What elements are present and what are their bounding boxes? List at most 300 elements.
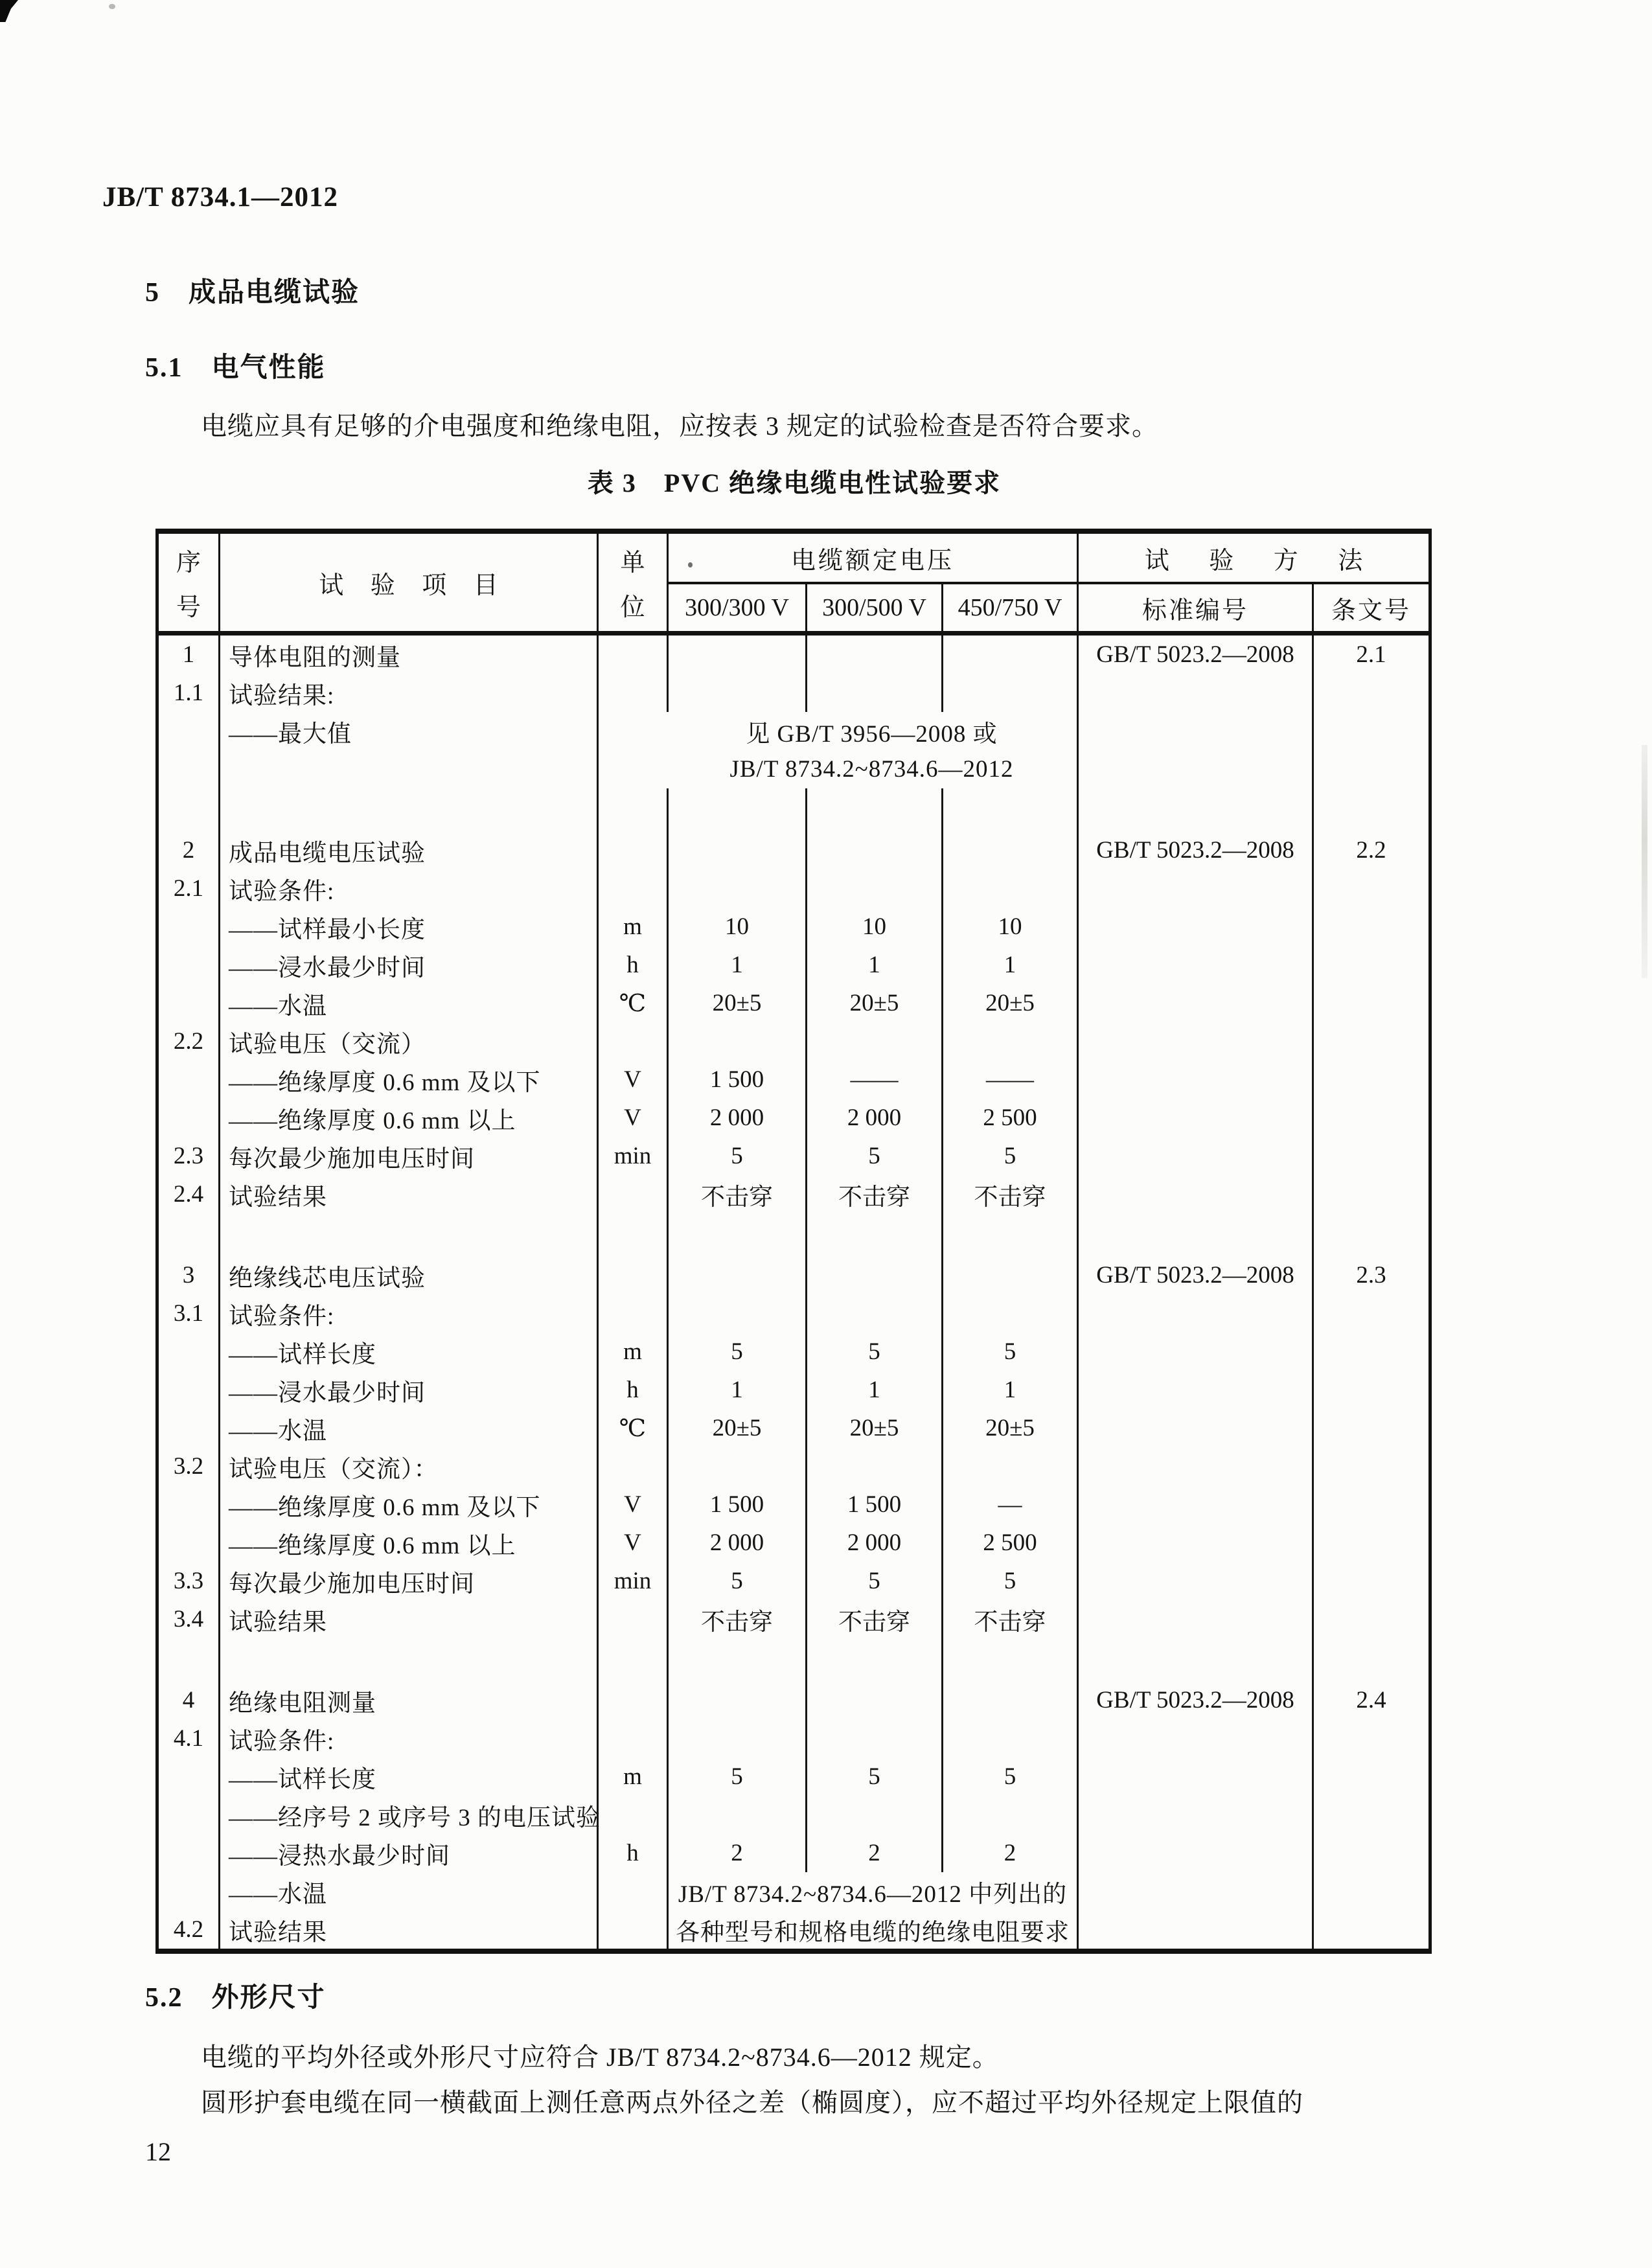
cell-seq: 3.3 [173, 1568, 204, 1594]
cell-unit: min [597, 1137, 667, 1175]
cell-test-item: ——试样长度 [218, 1758, 597, 1796]
cell-unit: ℃ [597, 1409, 667, 1447]
cell-value-300-500 [805, 1256, 941, 1294]
cell-test-item: ——绝缘厚度 0.6 mm 以上 [218, 1524, 597, 1562]
cell-value-450-750: 5 [941, 1137, 1077, 1175]
cell-unit: m [597, 1758, 667, 1796]
cell-test-item: 试验条件: [218, 1719, 597, 1758]
cell-standard-number [1077, 946, 1312, 984]
cell-value-450-750: 2 [941, 1834, 1077, 1872]
cell-value-450-750: 2 500 [941, 1099, 1077, 1137]
cell-test-item: 试验结果 [218, 1175, 597, 1213]
table-row [159, 1294, 1428, 1333]
cell-test-item: ——绝缘厚度 0.6 mm 以上 [218, 1099, 597, 1137]
cell-value-300-500: 1 [805, 1371, 941, 1409]
cell-test-item: 试验结果 [218, 1600, 597, 1638]
table-row [159, 1872, 1428, 1910]
cell-standard-number [1077, 869, 1312, 908]
cell-standard-number [1077, 1213, 1312, 1256]
cell-seq [159, 1060, 218, 1099]
cell-value-300-300: 1 500 [667, 1485, 805, 1524]
cell-test-item: ——浸热水最少时间 [218, 1834, 597, 1872]
cell-seq [159, 1638, 218, 1681]
cell-seq [159, 1834, 218, 1872]
cell-value-450-750 [941, 1638, 1077, 1681]
table-row [159, 1638, 1428, 1681]
cell-value-450-750 [941, 1447, 1077, 1485]
cell-clause-number [1312, 712, 1428, 750]
cell-value-450-750: 5 [941, 1562, 1077, 1600]
cell-unit [597, 869, 667, 908]
cell-value-300-300: 2 000 [667, 1099, 805, 1137]
cell-seq: 4 [182, 1687, 195, 1713]
cell-test-item: ——水温 [218, 984, 597, 1022]
header-test-method-group: 试 验 方 法 [1077, 534, 1428, 584]
cell-value-450-750 [941, 1681, 1077, 1719]
table-row [159, 1796, 1428, 1834]
table-row [159, 1333, 1428, 1371]
cell-standard-number [1077, 1409, 1312, 1447]
cell-standard-number [1077, 1600, 1312, 1638]
cell-value-300-500 [805, 788, 941, 831]
cell-clause-number: 2.1 [1312, 636, 1428, 674]
cell-test-item: ——水温 [218, 1409, 597, 1447]
cell-unit: m [597, 908, 667, 946]
scan-artifact-corner [0, 0, 18, 22]
cell-test-item: 试验条件: [218, 869, 597, 908]
cell-test-item: 试验电压（交流）： [218, 1447, 597, 1485]
table-row [159, 1681, 1428, 1719]
cell-seq: 2.2 [173, 1028, 204, 1055]
cell-standard-number: GB/T 5023.2—2008 [1077, 636, 1312, 674]
table-row [159, 1562, 1428, 1600]
cell-seq: 2.1 [173, 875, 204, 902]
cell-seq [159, 1485, 218, 1524]
cell-value-450-750 [941, 1022, 1077, 1060]
table-row [159, 984, 1428, 1022]
cell-seq: 3.1 [173, 1300, 204, 1327]
table-title: 表 3 PVC 绝缘电缆电性试验要求 [587, 468, 1002, 498]
cell-standard-number [1077, 1371, 1312, 1409]
cell-test-item: 每次最少施加电压时间 [218, 1137, 597, 1175]
cell-seq [159, 1213, 218, 1256]
cell-standard-number [1077, 1294, 1312, 1333]
cell-seq: 2 [182, 837, 195, 864]
table-row [159, 1447, 1428, 1485]
cell-clause-number [1312, 1524, 1428, 1562]
section-5-1-paragraph: 电缆应具有足够的介电强度和绝缘电阻，应按表 3 规定的试验检查是否符合要求。 [201, 411, 1158, 441]
cell-clause-number [1312, 869, 1428, 908]
cell-value-300-500 [805, 831, 941, 869]
cell-clause-number [1312, 1910, 1428, 1949]
header-clause-number: 条文号 [1312, 584, 1428, 631]
cell-clause-number [1312, 788, 1428, 831]
table-row [159, 1758, 1428, 1796]
cell-spanning-value: JB/T 8734.2~8734.6—2012 中列出的 [667, 1872, 1077, 1910]
cell-value-300-500 [805, 1022, 941, 1060]
cell-clause-number [1312, 674, 1428, 712]
cell-value-450-750: 不击穿 [941, 1600, 1077, 1638]
cell-value-300-300 [667, 1213, 805, 1256]
cell-standard-number [1077, 1524, 1312, 1562]
cell-seq: 2.3 [173, 1143, 204, 1169]
cell-value-300-500 [805, 1638, 941, 1681]
cell-standard-number [1077, 908, 1312, 946]
cell-clause-number [1312, 1333, 1428, 1371]
cell-value-300-300: 10 [667, 908, 805, 946]
cell-clause-number [1312, 1137, 1428, 1175]
cell-unit [597, 636, 667, 674]
cell-value-300-300 [667, 1294, 805, 1333]
cell-standard-number [1077, 674, 1312, 712]
cell-seq: 4.2 [173, 1916, 204, 1943]
header-unit-top: 单 [620, 549, 645, 577]
cell-clause-number [1312, 1175, 1428, 1213]
cell-test-item: ——浸水最少时间 [218, 946, 597, 984]
cell-standard-number [1077, 1834, 1312, 1872]
cell-seq [159, 1872, 218, 1910]
cell-clause-number [1312, 1371, 1428, 1409]
header-unit-bottom: 位 [620, 594, 645, 621]
cell-value-450-750: —— [941, 1060, 1077, 1099]
cell-value-300-500: 20±5 [805, 984, 941, 1022]
header-seq-column [159, 534, 218, 631]
cell-unit [597, 750, 667, 788]
cell-spanning-value: JB/T 8734.2~8734.6—2012 [729, 756, 1014, 783]
cell-test-item: ——浸水最少时间 [218, 1371, 597, 1409]
cell-clause-number [1312, 1872, 1428, 1910]
cell-value-450-750: 不击穿 [941, 1175, 1077, 1213]
cell-unit: V [597, 1060, 667, 1099]
cell-value-450-750 [941, 1256, 1077, 1294]
cell-value-300-500 [805, 1796, 941, 1834]
cell-value-300-300: 5 [667, 1137, 805, 1175]
cell-value-300-300 [667, 869, 805, 908]
cell-test-item [218, 788, 597, 831]
cell-value-300-300: 不击穿 [667, 1175, 805, 1213]
cell-unit [597, 1638, 667, 1681]
cell-value-300-500: 5 [805, 1758, 941, 1796]
cell-clause-number: 2.2 [1312, 831, 1428, 869]
table-row [159, 750, 1428, 788]
cell-standard-number [1077, 1060, 1312, 1099]
cell-unit: V [597, 1524, 667, 1562]
cell-unit: V [597, 1485, 667, 1524]
cell-unit: ℃ [597, 984, 667, 1022]
cell-standard-number: GB/T 5023.2—2008 [1077, 1256, 1312, 1294]
cell-value-300-300 [667, 674, 805, 712]
cell-value-450-750: 5 [941, 1758, 1077, 1796]
cell-clause-number [1312, 984, 1428, 1022]
test-requirements-table [155, 529, 1432, 1954]
page-number: 12 [145, 2137, 171, 2166]
cell-value-450-750: — [941, 1485, 1077, 1524]
cell-unit: h [597, 1834, 667, 1872]
cell-value-300-500 [805, 869, 941, 908]
cell-seq: 3.4 [173, 1606, 204, 1632]
cell-value-300-300: 5 [667, 1758, 805, 1796]
cell-standard-number: GB/T 5023.2—2008 [1077, 831, 1312, 869]
cell-standard-number [1077, 1910, 1312, 1949]
cell-unit [597, 674, 667, 712]
cell-test-item: 每次最少施加电压时间 [218, 1562, 597, 1600]
table-row [159, 1175, 1428, 1213]
cell-value-300-300: 1 500 [667, 1060, 805, 1099]
cell-value-450-750: 1 [941, 946, 1077, 984]
cell-spanning-value: 各种型号和规格电缆的绝缘电阻要求 [667, 1910, 1077, 1949]
cell-unit [597, 1294, 667, 1333]
cell-standard-number [1077, 1137, 1312, 1175]
cell-value-300-500 [805, 1213, 941, 1256]
cell-standard-number [1077, 1485, 1312, 1524]
table-row [159, 908, 1428, 946]
cell-value-300-500 [805, 1447, 941, 1485]
cell-unit [597, 1600, 667, 1638]
header-voltage-300-500: 300/500 V [805, 584, 941, 631]
scan-artifact-edge [1642, 745, 1647, 978]
cell-test-item [218, 1213, 597, 1256]
cell-unit: m [597, 1333, 667, 1371]
cell-clause-number [1312, 1060, 1428, 1099]
cell-clause-number [1312, 1294, 1428, 1333]
cell-value-300-500: 1 [805, 946, 941, 984]
section-5-2-paragraph-2: 圆形护套电缆在同一横截面上测任意两点外径之差（椭圆度），应不超过平均外径规定上限值的 [201, 2088, 1303, 2117]
cell-test-item [218, 1638, 597, 1681]
header-unit-column [597, 534, 667, 631]
cell-clause-number [1312, 908, 1428, 946]
cell-value-450-750 [941, 788, 1077, 831]
cell-value-300-300: 5 [667, 1562, 805, 1600]
cell-value-300-500: 2 000 [805, 1524, 941, 1562]
header-standard-number: 标准编号 [1077, 584, 1312, 631]
cell-standard-number [1077, 1022, 1312, 1060]
header-test-item: 试 验 项 目 [218, 534, 597, 631]
cell-unit: min [597, 1562, 667, 1600]
cell-standard-number [1077, 1447, 1312, 1485]
cell-clause-number [1312, 1796, 1428, 1834]
cell-clause-number [1312, 1022, 1428, 1060]
cell-unit [597, 1681, 667, 1719]
cell-seq: 3 [182, 1262, 195, 1289]
cell-value-450-750 [941, 1213, 1077, 1256]
cell-value-450-750 [941, 1719, 1077, 1758]
cell-standard-number [1077, 1872, 1312, 1910]
section-5-2-paragraph-1: 电缆的平均外径或外形尺寸应符合 JB/T 8734.2~8734.6—2012 规定。 [201, 2043, 999, 2072]
cell-test-item: ——最大值 [218, 712, 597, 750]
cell-value-450-750 [941, 636, 1077, 674]
cell-test-item: ——水温 [218, 1872, 597, 1910]
cell-test-item: 试验结果: [218, 674, 597, 712]
cell-value-300-300 [667, 636, 805, 674]
cell-value-300-300 [667, 831, 805, 869]
cell-value-450-750: 20±5 [941, 984, 1077, 1022]
cell-value-300-300: 不击穿 [667, 1600, 805, 1638]
section-5-heading: 5 成品电缆试验 [145, 278, 360, 308]
cell-value-300-300: 1 [667, 1371, 805, 1409]
scan-artifact-speck [109, 4, 115, 9]
cell-seq [159, 1524, 218, 1562]
cell-test-item: ——试样长度 [218, 1333, 597, 1371]
cell-value-300-500 [805, 636, 941, 674]
cell-test-item: 试验结果 [218, 1910, 597, 1949]
cell-seq [159, 712, 218, 750]
cell-clause-number [1312, 1600, 1428, 1638]
cell-value-450-750: 2 500 [941, 1524, 1077, 1562]
table-row [159, 1910, 1428, 1949]
cell-value-300-500: 5 [805, 1137, 941, 1175]
table-row [159, 869, 1428, 908]
cell-clause-number [1312, 1719, 1428, 1758]
cell-standard-number [1077, 1333, 1312, 1371]
cell-test-item: 试验电压（交流） [218, 1022, 597, 1060]
cell-standard-number [1077, 1796, 1312, 1834]
cell-value-300-300: 1 [667, 946, 805, 984]
cell-clause-number [1312, 1099, 1428, 1137]
cell-test-item: ——绝缘厚度 0.6 mm 及以下 [218, 1485, 597, 1524]
cell-clause-number [1312, 1485, 1428, 1524]
cell-unit [597, 1022, 667, 1060]
cell-standard-number [1077, 1562, 1312, 1600]
cell-value-300-500 [805, 1294, 941, 1333]
cell-value-450-750: 10 [941, 908, 1077, 946]
table-row [159, 831, 1428, 869]
section-5-2-heading: 5.2 外形尺寸 [145, 1983, 326, 2013]
cell-clause-number [1312, 1213, 1428, 1256]
cell-value-450-750 [941, 674, 1077, 712]
cell-value-300-500: 20±5 [805, 1409, 941, 1447]
cell-value-300-500: 2 [805, 1834, 941, 1872]
cell-test-item: ——试样最小长度 [218, 908, 597, 946]
cell-value-300-300 [667, 1719, 805, 1758]
cell-seq [159, 1796, 218, 1834]
table-header [159, 534, 1428, 636]
table-row [159, 712, 1428, 750]
cell-clause-number: 2.4 [1312, 1681, 1428, 1719]
cell-value-300-500: 5 [805, 1333, 941, 1371]
cell-unit [597, 1719, 667, 1758]
cell-seq [159, 1409, 218, 1447]
cell-value-300-300 [667, 788, 805, 831]
cell-unit [597, 1256, 667, 1294]
table-row [159, 636, 1428, 674]
cell-unit [597, 1910, 667, 1949]
header-seq-top: 序 [176, 549, 201, 577]
cell-unit: V [597, 1099, 667, 1137]
cell-clause-number [1312, 1834, 1428, 1872]
cell-clause-number [1312, 750, 1428, 788]
table-row [159, 1099, 1428, 1137]
header-rated-voltage-group: 电缆额定电压 [667, 534, 1077, 584]
cell-value-450-750: 1 [941, 1371, 1077, 1409]
cell-standard-number [1077, 712, 1312, 750]
table-body [159, 636, 1428, 1949]
cell-seq [159, 788, 218, 831]
cell-standard-number [1077, 984, 1312, 1022]
cell-standard-number [1077, 1719, 1312, 1758]
cell-value-300-500: 不击穿 [805, 1175, 941, 1213]
cell-value-300-300 [667, 1638, 805, 1681]
document-number: JB/T 8734.1—2012 [102, 182, 339, 212]
cell-value-300-500 [805, 1719, 941, 1758]
cell-seq [159, 1333, 218, 1371]
cell-value-300-300 [667, 1796, 805, 1834]
cell-value-450-750: 5 [941, 1333, 1077, 1371]
cell-test-item: 试验条件: [218, 1294, 597, 1333]
cell-seq [159, 984, 218, 1022]
table-row [159, 1137, 1428, 1175]
table-row [159, 788, 1428, 831]
cell-value-450-750 [941, 1796, 1077, 1834]
header-voltage-300-300: 300/300 V [667, 584, 805, 631]
cell-test-item: ——经序号 2 或序号 3 的电压试验 [218, 1796, 597, 1834]
table-row [159, 1409, 1428, 1447]
cell-spanning-value: 见 GB/T 3956—2008 或 [746, 720, 998, 748]
cell-value-300-300 [667, 1681, 805, 1719]
cell-value-450-750 [941, 831, 1077, 869]
cell-standard-number [1077, 1758, 1312, 1796]
cell-test-item: 绝缘电阻测量 [218, 1681, 597, 1719]
cell-value-300-300: 2 000 [667, 1524, 805, 1562]
cell-clause-number [1312, 1409, 1428, 1447]
cell-value-300-300 [667, 1022, 805, 1060]
table-row [159, 1213, 1428, 1256]
cell-seq [159, 1371, 218, 1409]
cell-seq [159, 1099, 218, 1137]
cell-value-300-500 [805, 1681, 941, 1719]
cell-value-300-300: 5 [667, 1333, 805, 1371]
cell-seq: 3.2 [173, 1453, 204, 1480]
cell-value-300-500: 2 000 [805, 1099, 941, 1137]
table-row [159, 1256, 1428, 1294]
section-5-1-heading: 5.1 电气性能 [145, 353, 326, 383]
cell-clause-number [1312, 1758, 1428, 1796]
cell-clause-number [1312, 946, 1428, 984]
cell-value-300-300: 20±5 [667, 984, 805, 1022]
cell-unit [597, 1796, 667, 1834]
cell-value-450-750 [941, 869, 1077, 908]
table-row [159, 1060, 1428, 1099]
cell-unit [597, 831, 667, 869]
cell-standard-number [1077, 1638, 1312, 1681]
cell-standard-number [1077, 750, 1312, 788]
cell-value-300-300: 2 [667, 1834, 805, 1872]
cell-unit [597, 1872, 667, 1910]
cell-standard-number [1077, 1175, 1312, 1213]
cell-seq [159, 908, 218, 946]
cell-value-450-750 [941, 1294, 1077, 1333]
cell-seq: 1.1 [173, 680, 204, 706]
cell-value-300-500: 1 500 [805, 1485, 941, 1524]
cell-clause-number [1312, 1638, 1428, 1681]
cell-test-item: ——绝缘厚度 0.6 mm 及以下 [218, 1060, 597, 1099]
cell-seq: 4.1 [173, 1725, 204, 1752]
cell-test-item: 绝缘线芯电压试验 [218, 1256, 597, 1294]
cell-clause-number [1312, 1562, 1428, 1600]
cell-standard-number [1077, 1099, 1312, 1137]
table-row [159, 1485, 1428, 1524]
cell-clause-number: 2.3 [1312, 1256, 1428, 1294]
table-row [159, 946, 1428, 984]
cell-unit [597, 788, 667, 831]
cell-seq [159, 750, 218, 788]
cell-value-300-300 [667, 1447, 805, 1485]
cell-value-300-500 [805, 674, 941, 712]
cell-seq: 1 [182, 641, 195, 668]
cell-value-300-500: 5 [805, 1562, 941, 1600]
cell-value-300-500: 10 [805, 908, 941, 946]
header-seq-bottom: 号 [176, 594, 201, 621]
table-row [159, 1022, 1428, 1060]
